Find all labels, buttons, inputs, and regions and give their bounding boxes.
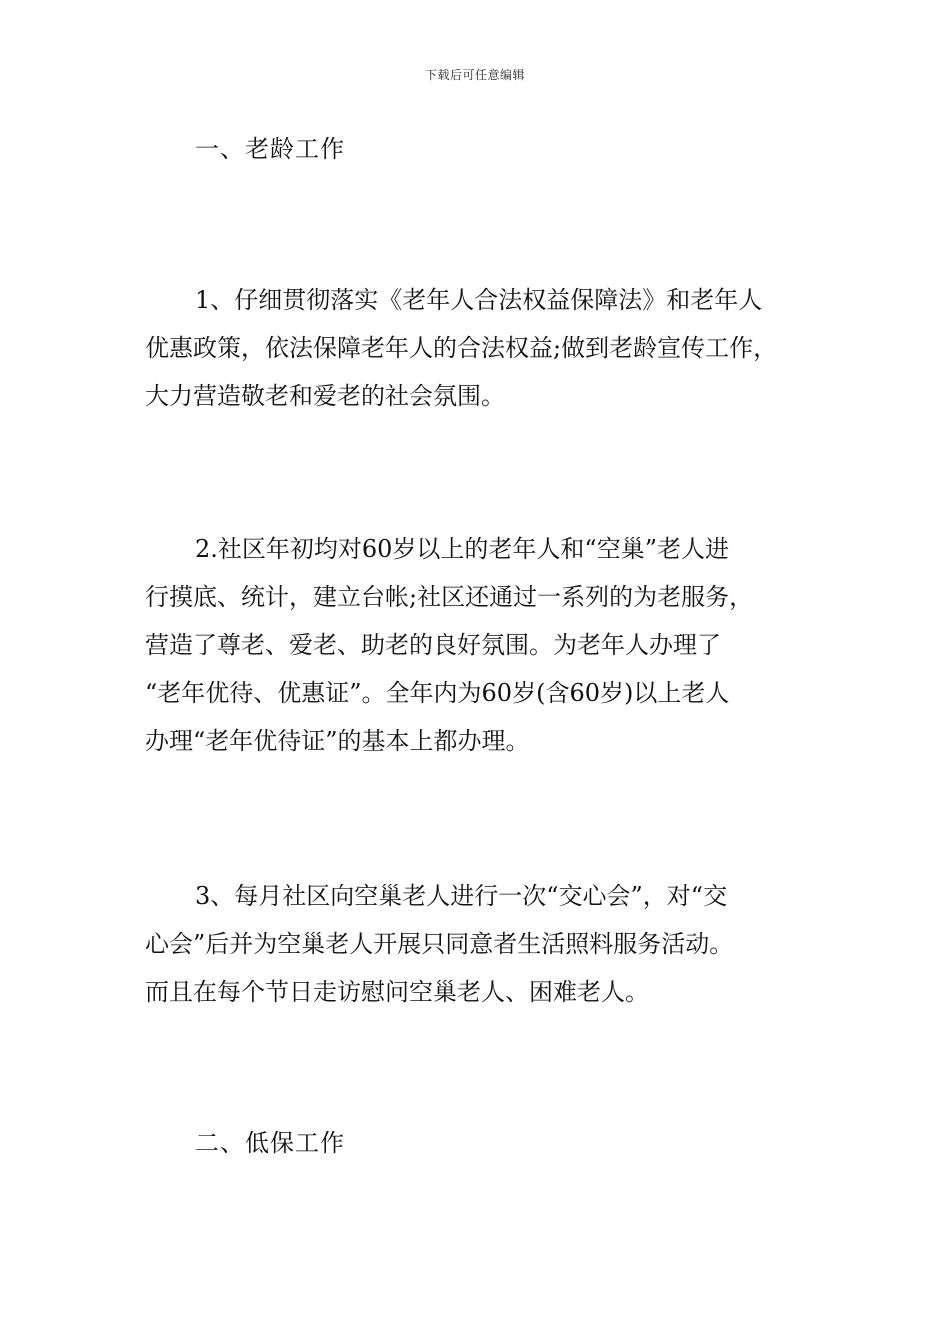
paragraph-1	[145, 276, 825, 420]
paragraph-3	[145, 872, 825, 1016]
header-note: 下载后可任意编辑	[424, 68, 525, 82]
section-heading-elderly-work: 一、老龄工作	[195, 135, 345, 163]
paragraph-line: 心会”后并为空巢老人开展只同意者生活照料服务活动。	[145, 930, 734, 958]
paragraph-line: 2.社区年初均对60岁以上的老年人和“空巢”老人进	[195, 535, 729, 563]
paragraph-line: 1、仔细贯彻落实《老年人合法权益保障法》和老年人	[195, 286, 763, 314]
paragraph-line: 办理“老年优待证”的基本上都办理。	[145, 727, 530, 755]
paragraph-line: “老年优待、优惠证”。全年内为60岁(含60岁)以上老人	[145, 679, 730, 707]
paragraph-line: 营造了尊老、爱老、助老的良好氛围。为老年人办理了	[145, 631, 721, 659]
paragraph-line: 优惠政策，依法保障老年人的合法权益;做到老龄宣传工作，	[145, 334, 778, 362]
paragraph-2	[145, 525, 825, 765]
paragraph-line: 3、每月社区向空巢老人进行一次“交心会”，对“交	[195, 882, 728, 910]
paragraph-line: 行摸底、统计，建立台帐;社区还通过一系列的为老服务，	[145, 583, 754, 611]
section-heading-low-income-work: 二、低保工作	[195, 1129, 345, 1157]
paragraph-line: 大力营造敬老和爱老的社会氛围。	[145, 382, 505, 410]
paragraph-line: 而且在每个节日走访慰问空巢老人、困难老人。	[145, 978, 649, 1006]
